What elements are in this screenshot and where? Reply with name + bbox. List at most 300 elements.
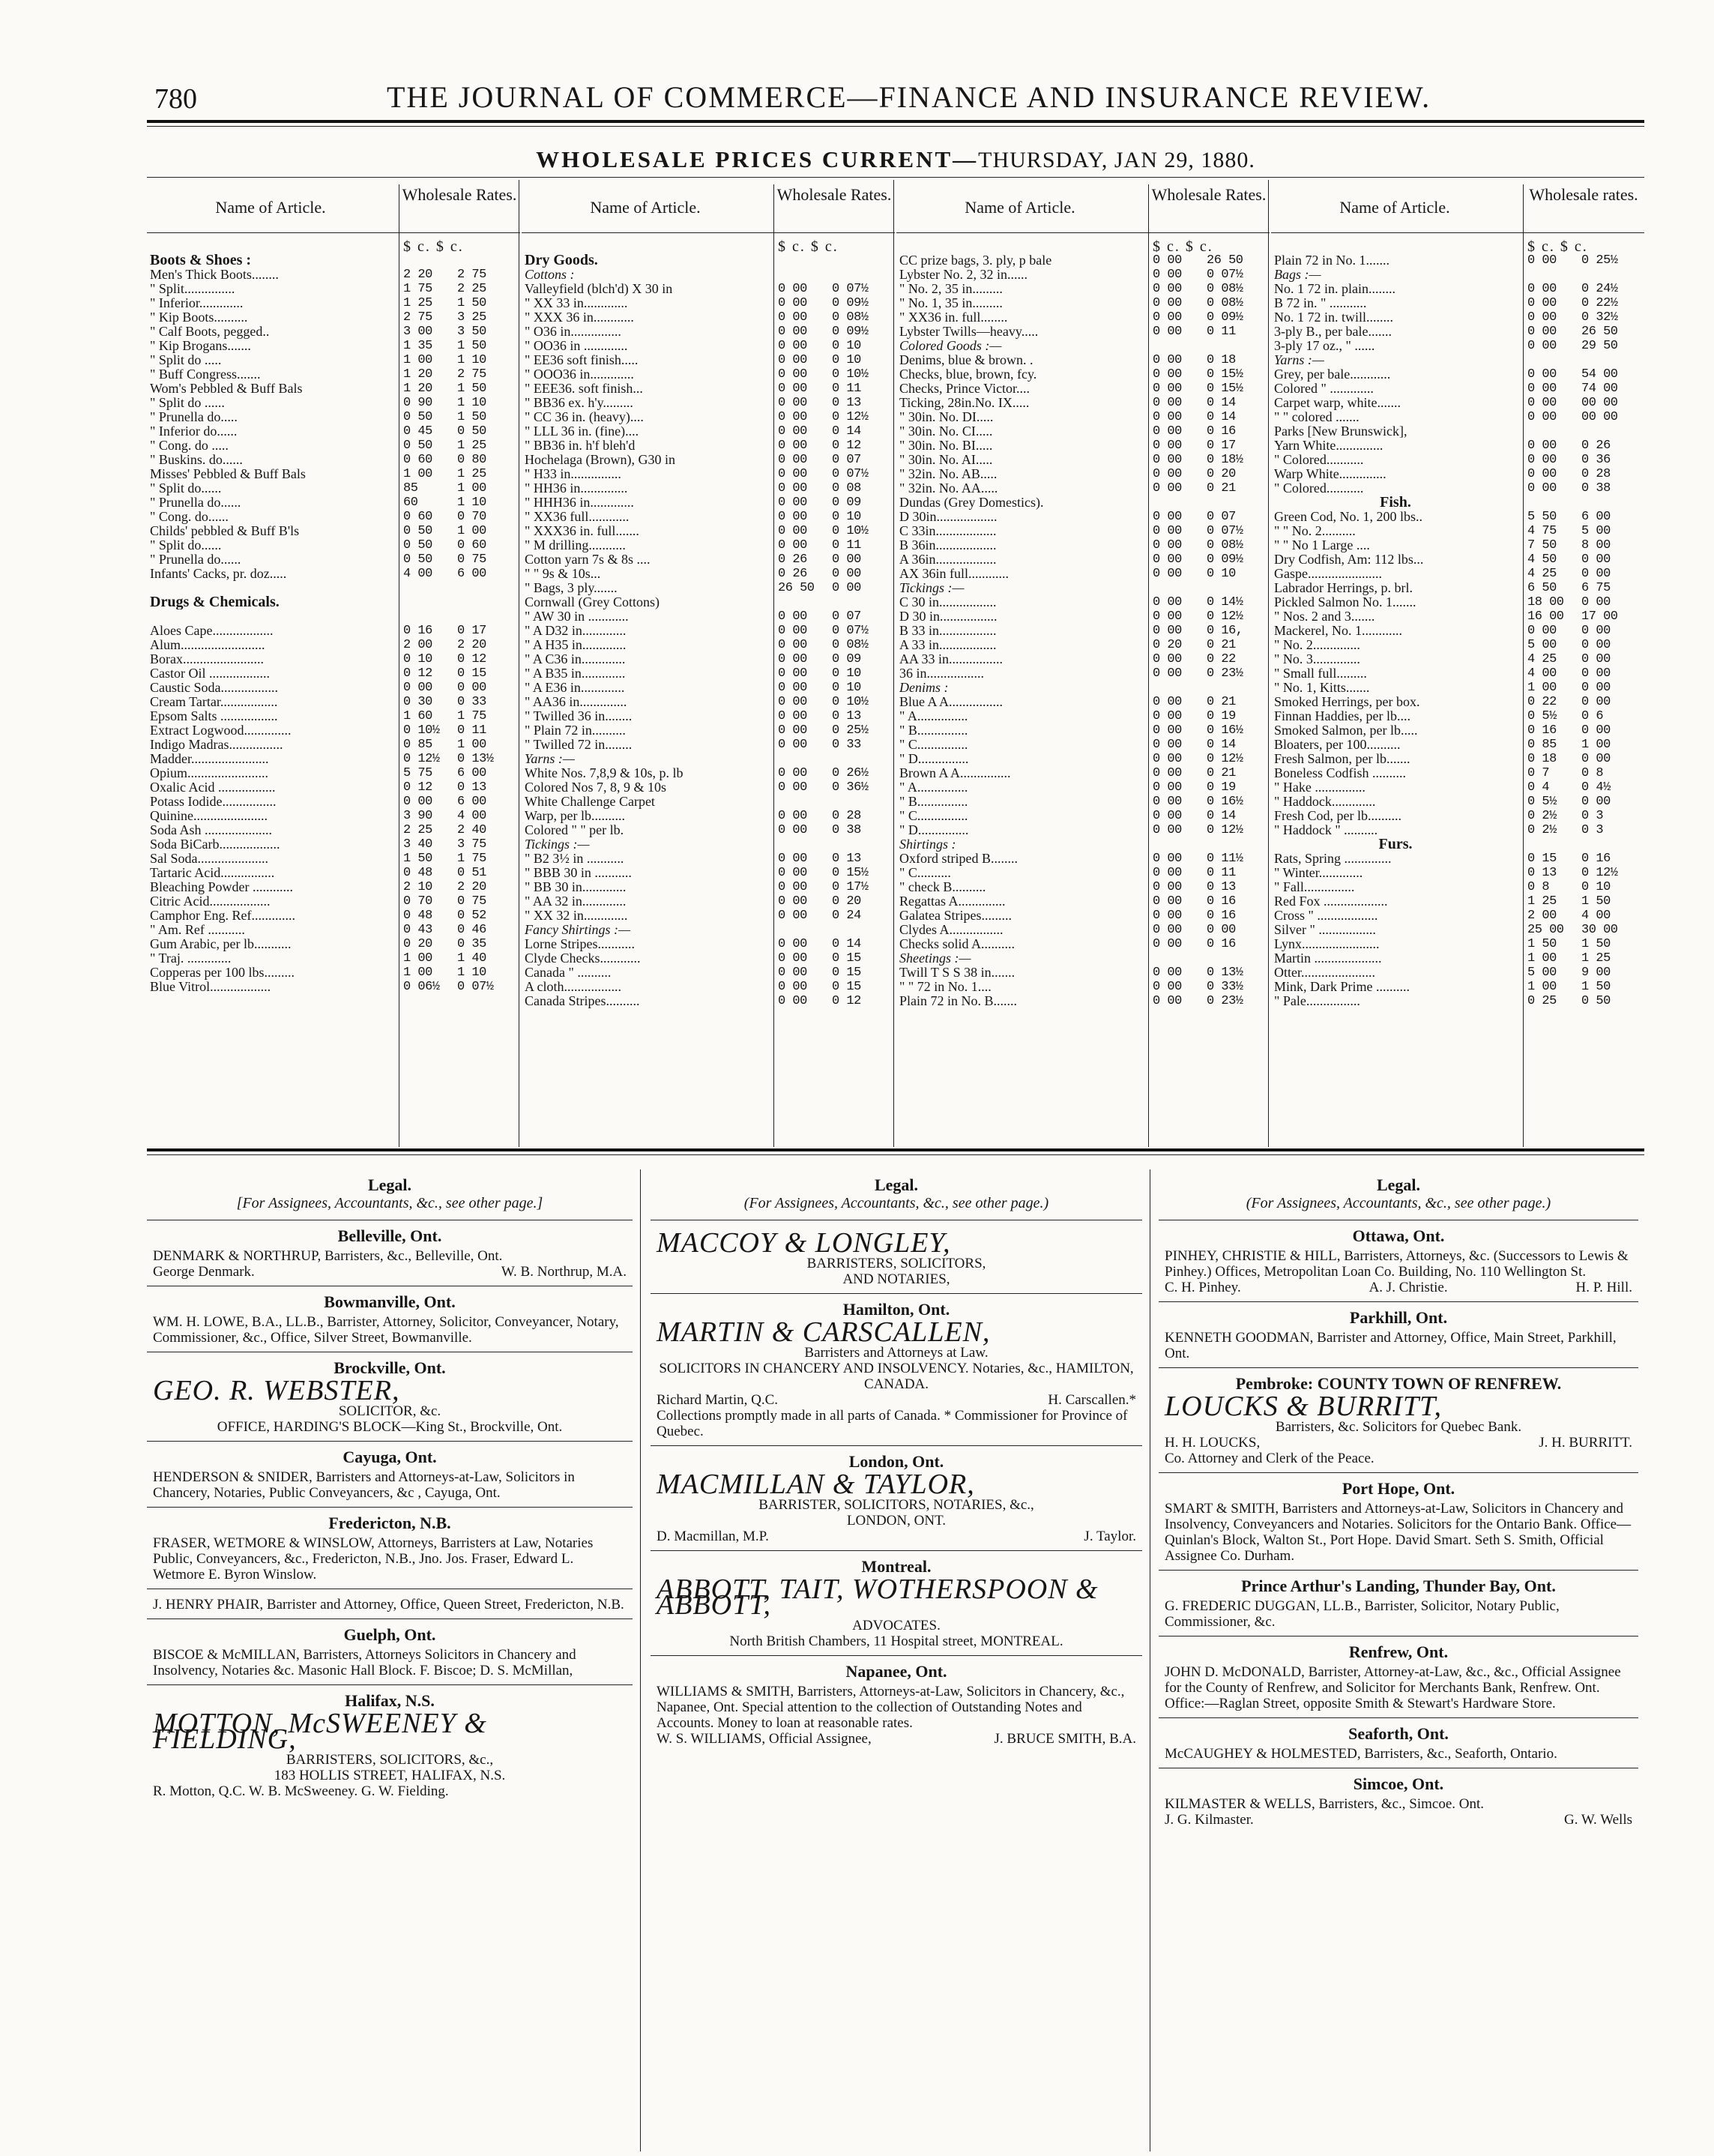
rate-low: 2 00 <box>1527 909 1557 923</box>
rate-low: 1 25 <box>1527 894 1557 909</box>
article-name: " D............... <box>899 752 969 766</box>
article-name: " Buff Congress....... <box>150 367 261 382</box>
article-name: Cottons : <box>525 268 575 282</box>
notice-city: Montreal. <box>861 1557 932 1576</box>
legal-notice <box>1159 1472 1638 1570</box>
article-name: " Haddock............. <box>1274 795 1376 809</box>
price-row <box>147 410 520 424</box>
rate-low: 0 00 <box>1153 709 1182 723</box>
rate-high: 0 13 <box>832 709 861 723</box>
rate-low: 0 00 <box>1153 353 1182 367</box>
price-row <box>147 581 520 595</box>
article-name: Boneless Codfish .......... <box>1274 766 1407 780</box>
article-name: " Am. Ref ........... <box>150 923 245 937</box>
rate-low: 0 00 <box>778 681 807 695</box>
price-row <box>896 980 1270 994</box>
rate-low: 1 60 <box>403 709 432 723</box>
rate-high: 1 00 <box>457 738 486 752</box>
article-name: Copperas per 100 lbs......... <box>150 966 295 980</box>
prices-bottom-rule-thin <box>147 1154 1644 1155</box>
rate-low: 5 00 <box>1527 638 1557 652</box>
rate-low: 0 00 <box>1153 894 1182 909</box>
price-row <box>1271 951 1644 966</box>
article-name: Clydes A................ <box>899 923 1004 937</box>
rate-low: 0 00 <box>778 966 807 980</box>
article-name: D 30 in................. <box>899 609 998 624</box>
price-row <box>1271 481 1644 496</box>
rate-low: 1 00 <box>403 353 432 367</box>
notice-firm-name: MOTTON, McSWEENEY & FIELDING, <box>153 1708 487 1755</box>
column-header-rates: Wholesale rates. <box>1529 185 1638 204</box>
rate-high: 2 20 <box>457 638 486 652</box>
rate-high: 1 50 <box>457 382 486 396</box>
notice-city: Cayuga, Ont. <box>343 1448 437 1466</box>
price-row <box>896 538 1270 552</box>
price-row <box>522 709 895 723</box>
rate-high: 0 11 <box>457 723 486 738</box>
column-header <box>896 184 1270 233</box>
price-row <box>147 481 520 496</box>
legal-notice <box>1159 1570 1638 1636</box>
price-row <box>896 894 1270 909</box>
price-row <box>147 396 520 410</box>
price-row <box>1271 538 1644 552</box>
rate-high: 0 00 <box>1581 681 1611 695</box>
rate-high: 0 4½ <box>1581 780 1611 795</box>
rate-low: 0 00 <box>1153 310 1182 325</box>
article-name: " XX 32 in............. <box>525 909 628 923</box>
legal-notice <box>147 1220 633 1286</box>
notice-body: HENDERSON & SNIDER, Barristers and Attorneys-at-Law, Solicitors in Chancery, Notaries, Public Conveyancers, &c , Cayuga, Ont. <box>153 1469 575 1501</box>
article-name: " Kip Boots.......... <box>150 310 248 325</box>
column-header-name: Name of Article. <box>1339 198 1450 217</box>
price-row <box>1271 780 1644 795</box>
article-name: Quinine...................... <box>150 809 268 823</box>
price-row <box>1271 325 1644 339</box>
rate-low: 0 00 <box>778 325 807 339</box>
rate-high: 0 07 <box>832 453 861 467</box>
rate-high: 0 16 <box>1207 894 1236 909</box>
rate-low: 0 00 <box>778 695 807 709</box>
rate-high: 0 15 <box>832 966 861 980</box>
article-name: " 30in. No. CI..... <box>899 424 993 439</box>
price-row <box>1271 994 1644 1008</box>
rate-high: 0 12 <box>832 439 861 453</box>
price-row <box>522 738 895 752</box>
rate-high: 0 16, <box>1207 624 1243 638</box>
article-name: " Inferior do...... <box>150 424 238 439</box>
price-row <box>1271 894 1644 909</box>
rate-high: 0 09 <box>832 652 861 666</box>
rate-low: 0 00 <box>778 496 807 510</box>
price-row <box>896 282 1270 296</box>
notice-body: KILMASTER & WELLS, Barristers, &c., Simcoe. Ont. <box>1165 1796 1485 1812</box>
notice-body: DENMARK & NORTHRUP, Barristers, &c., Belleville, Ont. <box>153 1248 503 1264</box>
rate-low: 3 90 <box>403 809 432 823</box>
price-row <box>896 424 1270 439</box>
article-name: " 30in. No. DI..... <box>899 410 994 424</box>
price-row <box>147 980 520 994</box>
article-name: " Prunella do...... <box>150 552 241 567</box>
article-name: C 30 in................. <box>899 595 997 609</box>
legal-notice <box>1159 1768 1638 1834</box>
rate-low: 0 00 <box>1527 367 1557 382</box>
article-name: " Split do...... <box>150 481 222 496</box>
rate-low: 0 20 <box>403 937 432 951</box>
rate-high: 6 00 <box>457 567 486 581</box>
price-row <box>522 638 895 652</box>
rate-high: 0 12½ <box>1207 752 1243 766</box>
rate-high: 0 10½ <box>832 367 869 382</box>
rate-high: 0 3 <box>1581 823 1604 837</box>
rate-low: 1 00 <box>403 966 432 980</box>
article-name: " M drilling........... <box>525 538 626 552</box>
article-name: Canada Stripes.......... <box>525 994 640 1008</box>
subsection-heading <box>522 923 895 937</box>
notice-body: Barristers and Attorneys at Law. <box>804 1345 989 1361</box>
rate-low: 0 00 <box>1153 325 1182 339</box>
price-row <box>147 268 520 282</box>
column-header-rates: Wholesale Rates. <box>776 185 892 204</box>
article-name: Drugs & Chemicals. <box>150 595 280 609</box>
rate-low: 0 00 <box>1153 552 1182 567</box>
article-name: " " 72 in No. 1.... <box>899 980 992 994</box>
price-row <box>896 880 1270 894</box>
price-row <box>896 638 1270 652</box>
price-row <box>522 980 895 994</box>
article-name: " 30in. No. BI..... <box>899 439 993 453</box>
article-name: " Calf Boots, pegged.. <box>150 325 270 339</box>
article-name: Warp White.............. <box>1274 467 1386 481</box>
rate-low: 0 12 <box>403 666 432 681</box>
rate-high: 0 21 <box>1207 695 1236 709</box>
rate-high: 0 10 <box>832 510 861 524</box>
notice-signatories <box>1165 1280 1632 1295</box>
rate-high: 2 25 <box>457 282 486 296</box>
rate-low: 2 00 <box>403 638 432 652</box>
rate-high: 00 00 <box>1581 410 1618 424</box>
rate-low: 0 00 <box>1527 453 1557 467</box>
price-row <box>896 453 1270 467</box>
rate-high: 1 75 <box>457 709 486 723</box>
rate-low: 0 00 <box>1527 439 1557 453</box>
price-row <box>147 937 520 951</box>
article-name: Red Fox ................... <box>1274 894 1388 909</box>
price-row <box>147 652 520 666</box>
rate-high: 0 50 <box>457 424 486 439</box>
rate-high: 0 36 <box>1581 453 1611 467</box>
price-row <box>896 268 1270 282</box>
price-row <box>896 695 1270 709</box>
price-row <box>522 424 895 439</box>
rate-high: 6 00 <box>1581 510 1611 524</box>
price-row <box>522 467 895 481</box>
article-name: " Colored........... <box>1274 453 1364 467</box>
article-name: Warp, per lb.......... <box>525 809 626 823</box>
article-name: Oxalic Acid ................. <box>150 780 276 795</box>
rate-low: 2 20 <box>403 268 432 282</box>
notice-firm-name: MACCOY & LONGLEY, <box>657 1227 951 1259</box>
article-name: " XX36 full............ <box>525 510 630 524</box>
article-name: Mink, Dark Prime .......... <box>1274 980 1410 994</box>
subsection-heading <box>522 837 895 852</box>
price-row <box>522 296 895 310</box>
price-row <box>147 951 520 966</box>
article-name: Green Cod, No. 1, 200 lbs.. <box>1274 510 1422 524</box>
rate-low: 4 75 <box>1527 524 1557 538</box>
rate-high: 2 75 <box>457 367 486 382</box>
rate-high: 26 50 <box>1581 325 1618 339</box>
price-row <box>896 367 1270 382</box>
rate-high: 0 20 <box>832 894 861 909</box>
article-name: Twill T S S 38 in....... <box>899 966 1016 980</box>
rate-low: 3 00 <box>403 325 432 339</box>
rate-high: 0 26½ <box>832 766 869 780</box>
rate-low: 0 00 <box>1527 382 1557 396</box>
rate-low: 0 00 <box>1153 567 1182 581</box>
article-name: " " colored ....... <box>1274 410 1360 424</box>
notice-body-3: Co. Attorney and Clerk of the Peace. <box>1165 1451 1374 1466</box>
rate-low: 2 75 <box>403 310 432 325</box>
price-row <box>896 994 1270 1008</box>
rate-low: 0 00 <box>1153 966 1182 980</box>
price-row <box>522 382 895 396</box>
rate-low: 0 16 <box>403 624 432 638</box>
rate-high: 0 00 <box>1581 695 1611 709</box>
rate-high: 0 22 <box>1207 652 1236 666</box>
article-name: " BBB 30 in ........... <box>525 866 632 880</box>
price-row <box>147 823 520 837</box>
notice-city: Brockville, Ont. <box>334 1358 446 1377</box>
price-row <box>522 396 895 410</box>
column-units: $ c. $ c. <box>1153 238 1213 255</box>
price-row <box>522 538 895 552</box>
rate-high: 0 24½ <box>1581 282 1618 296</box>
rate-high: 0 12 <box>832 994 861 1008</box>
rate-high: 1 25 <box>457 439 486 453</box>
price-column <box>1271 180 1644 1147</box>
price-row <box>896 510 1270 524</box>
article-name: " Pale................ <box>1274 994 1360 1008</box>
subsection-heading <box>896 837 1270 852</box>
rate-high: 0 07½ <box>1207 524 1243 538</box>
rate-low: 1 50 <box>1527 937 1557 951</box>
rate-low: 0 00 <box>778 738 807 752</box>
rate-low: 0 50 <box>403 552 432 567</box>
rate-low: 0 00 <box>1153 723 1182 738</box>
notice-city: Port Hope, Ont. <box>1342 1479 1455 1498</box>
rate-high: 0 00 <box>1581 666 1611 681</box>
rate-high: 0 00 <box>1581 638 1611 652</box>
rate-high: 1 25 <box>1581 951 1611 966</box>
column-units: $ c. $ c. <box>403 238 464 255</box>
price-row <box>896 795 1270 809</box>
price-row <box>522 624 895 638</box>
rate-high: 4 00 <box>457 809 486 823</box>
rate-high: 0 24 <box>832 909 861 923</box>
price-row <box>522 681 895 695</box>
rate-low: 0 00 <box>1527 410 1557 424</box>
article-name: Extract Logwood.............. <box>150 723 292 738</box>
rate-low: 0 2½ <box>1527 809 1557 823</box>
rate-low: 0 00 <box>778 481 807 496</box>
rate-high: 5 00 <box>1581 524 1611 538</box>
article-name: Parks [New Brunswick], <box>1274 424 1407 439</box>
notice-signatories <box>1165 1435 1632 1451</box>
price-row <box>1271 738 1644 752</box>
rate-high: 0 07 <box>832 609 861 624</box>
price-row <box>147 709 520 723</box>
notice-body-2: North British Chambers, 11 Hospital street, MONTREAL. <box>729 1633 1063 1649</box>
article-name: " Colored........... <box>1274 481 1364 496</box>
price-row <box>522 880 895 894</box>
price-row <box>896 481 1270 496</box>
rate-low: 0 00 <box>778 310 807 325</box>
price-row <box>896 524 1270 538</box>
notice-city: Fredericton, N.B. <box>328 1514 451 1532</box>
article-name: AX 36in full............ <box>899 567 1009 581</box>
article-name: Dry Codfish, Am: 112 lbs... <box>1274 552 1424 567</box>
rate-low: 0 8 <box>1527 880 1550 894</box>
price-row <box>147 923 520 937</box>
notice-signatories <box>153 1264 627 1280</box>
rate-high: 0 08½ <box>832 638 869 652</box>
rate-high: 0 14½ <box>1207 595 1243 609</box>
price-row <box>896 496 1270 510</box>
article-name: Men's Thick Boots........ <box>150 268 279 282</box>
rate-low: 0 00 <box>1153 595 1182 609</box>
price-row <box>896 909 1270 923</box>
notice-name: A. J. Christie. <box>1369 1280 1448 1295</box>
rate-low: 0 26 <box>778 552 807 567</box>
rate-high: 0 07½ <box>832 467 869 481</box>
article-name: " OOO36 in............. <box>525 367 634 382</box>
rate-low: 0 25 <box>1527 994 1557 1008</box>
subsection-heading <box>1271 353 1644 367</box>
notice-city: Guelph, Ont. <box>343 1625 436 1644</box>
price-row <box>896 382 1270 396</box>
price-row <box>1271 923 1644 937</box>
article-name: Canada " .......... <box>525 966 612 980</box>
article-name: Epsom Salts ................. <box>150 709 278 723</box>
rate-high: 1 75 <box>457 852 486 866</box>
article-name: " No. 1, Kitts....... <box>1274 681 1370 695</box>
rate-high: 0 11 <box>1207 325 1236 339</box>
price-row <box>522 937 895 951</box>
rate-high: 54 00 <box>1581 367 1618 382</box>
price-row <box>147 467 520 481</box>
price-row <box>896 310 1270 325</box>
legal-heading: Legal. <box>874 1175 919 1194</box>
rate-high: 0 17 <box>457 624 486 638</box>
article-name: " Kip Brogans....... <box>150 339 251 353</box>
notice-city: Simcoe, Ont. <box>1353 1774 1444 1793</box>
article-name: " 32in. No. AB..... <box>899 467 998 481</box>
rate-low: 5 50 <box>1527 510 1557 524</box>
price-row <box>896 552 1270 567</box>
price-row <box>1271 695 1644 709</box>
article-name: Galatea Stripes......... <box>899 909 1012 923</box>
notice-body: Barristers, &c. Solicitors for Quebec Bank. <box>1275 1419 1522 1435</box>
article-name: " AA 32 in............. <box>525 894 627 909</box>
rate-high: 0 00 <box>1581 552 1611 567</box>
rate-low: 0 00 <box>778 410 807 424</box>
rate-high: 00 00 <box>1581 396 1618 410</box>
article-name: Sheetings :— <box>899 951 971 966</box>
article-name: Tartaric Acid................ <box>150 866 275 880</box>
price-rows <box>1271 253 1644 1008</box>
price-row <box>522 766 895 780</box>
price-row <box>1271 823 1644 837</box>
rate-low: 0 00 <box>778 894 807 909</box>
rate-low: 0 45 <box>403 424 432 439</box>
price-row <box>147 880 520 894</box>
price-row <box>1271 367 1644 382</box>
rate-high: 0 38 <box>832 823 861 837</box>
legal-notice <box>651 1220 1142 1293</box>
rate-high: 1 10 <box>457 353 486 367</box>
price-row <box>1271 809 1644 823</box>
rate-high: 0 10 <box>832 353 861 367</box>
article-name: " C............... <box>899 809 968 823</box>
notice-name: H. Carscallen.* <box>1048 1392 1136 1408</box>
article-name: " Plain 72 in.......... <box>525 723 626 738</box>
price-row <box>147 439 520 453</box>
rate-high: 0 16 <box>1581 852 1611 866</box>
rate-low: 0 00 <box>1153 866 1182 880</box>
article-name: Pickled Salmon No. 1....... <box>1274 595 1416 609</box>
notice-signatories <box>657 1731 1136 1747</box>
rate-high: 0 16 <box>1207 937 1236 951</box>
rate-high: 0 13½ <box>1207 966 1243 980</box>
article-name: " HHH36 in............. <box>525 496 634 510</box>
price-row <box>147 524 520 538</box>
rate-high: 0 16 <box>1207 424 1236 439</box>
rate-low: 0 00 <box>1153 296 1182 310</box>
notice-name: R. Motton, Q.C. W. B. McSweeney. G. W. Fielding. <box>153 1783 449 1799</box>
rate-low: 0 00 <box>778 866 807 880</box>
rate-low: 0 00 <box>778 666 807 681</box>
rate-high: 0 75 <box>457 894 486 909</box>
price-row <box>522 795 895 809</box>
notice-body: BARRISTERS, SOLICITORS, &c., <box>286 1752 494 1768</box>
rate-low: 0 00 <box>778 339 807 353</box>
price-row <box>522 852 895 866</box>
article-name: Opium........................ <box>150 766 269 780</box>
rate-low: 0 00 <box>1527 253 1557 268</box>
column-header-name: Name of Article. <box>590 198 701 217</box>
price-row <box>1271 382 1644 396</box>
rate-high: 1 00 <box>457 524 486 538</box>
article-name: Lynx....................... <box>1274 937 1380 951</box>
article-name: Wom's Pebbled & Buff Bals <box>150 382 303 396</box>
legal-divider-1 <box>640 1169 641 2152</box>
notice-firm-name: MARTIN & CARSCALLEN, <box>657 1316 991 1348</box>
rate-low: 0 60 <box>403 453 432 467</box>
rate-high: 0 21 <box>1207 766 1236 780</box>
rate-low: 0 00 <box>1153 994 1182 1008</box>
price-row <box>522 609 895 624</box>
section-heading <box>1271 837 1644 852</box>
notice-firm-name: MACMILLAN & TAYLOR, <box>657 1469 975 1500</box>
price-row <box>1271 681 1644 695</box>
price-row <box>147 353 520 367</box>
article-name: White Nos. 7,8,9 & 10s, p. lb <box>525 766 684 780</box>
price-row <box>147 695 520 709</box>
rate-low: 0 00 <box>1153 624 1182 638</box>
rate-high: 0 00 <box>457 681 486 695</box>
article-name: Aloes Cape.................. <box>150 624 274 638</box>
